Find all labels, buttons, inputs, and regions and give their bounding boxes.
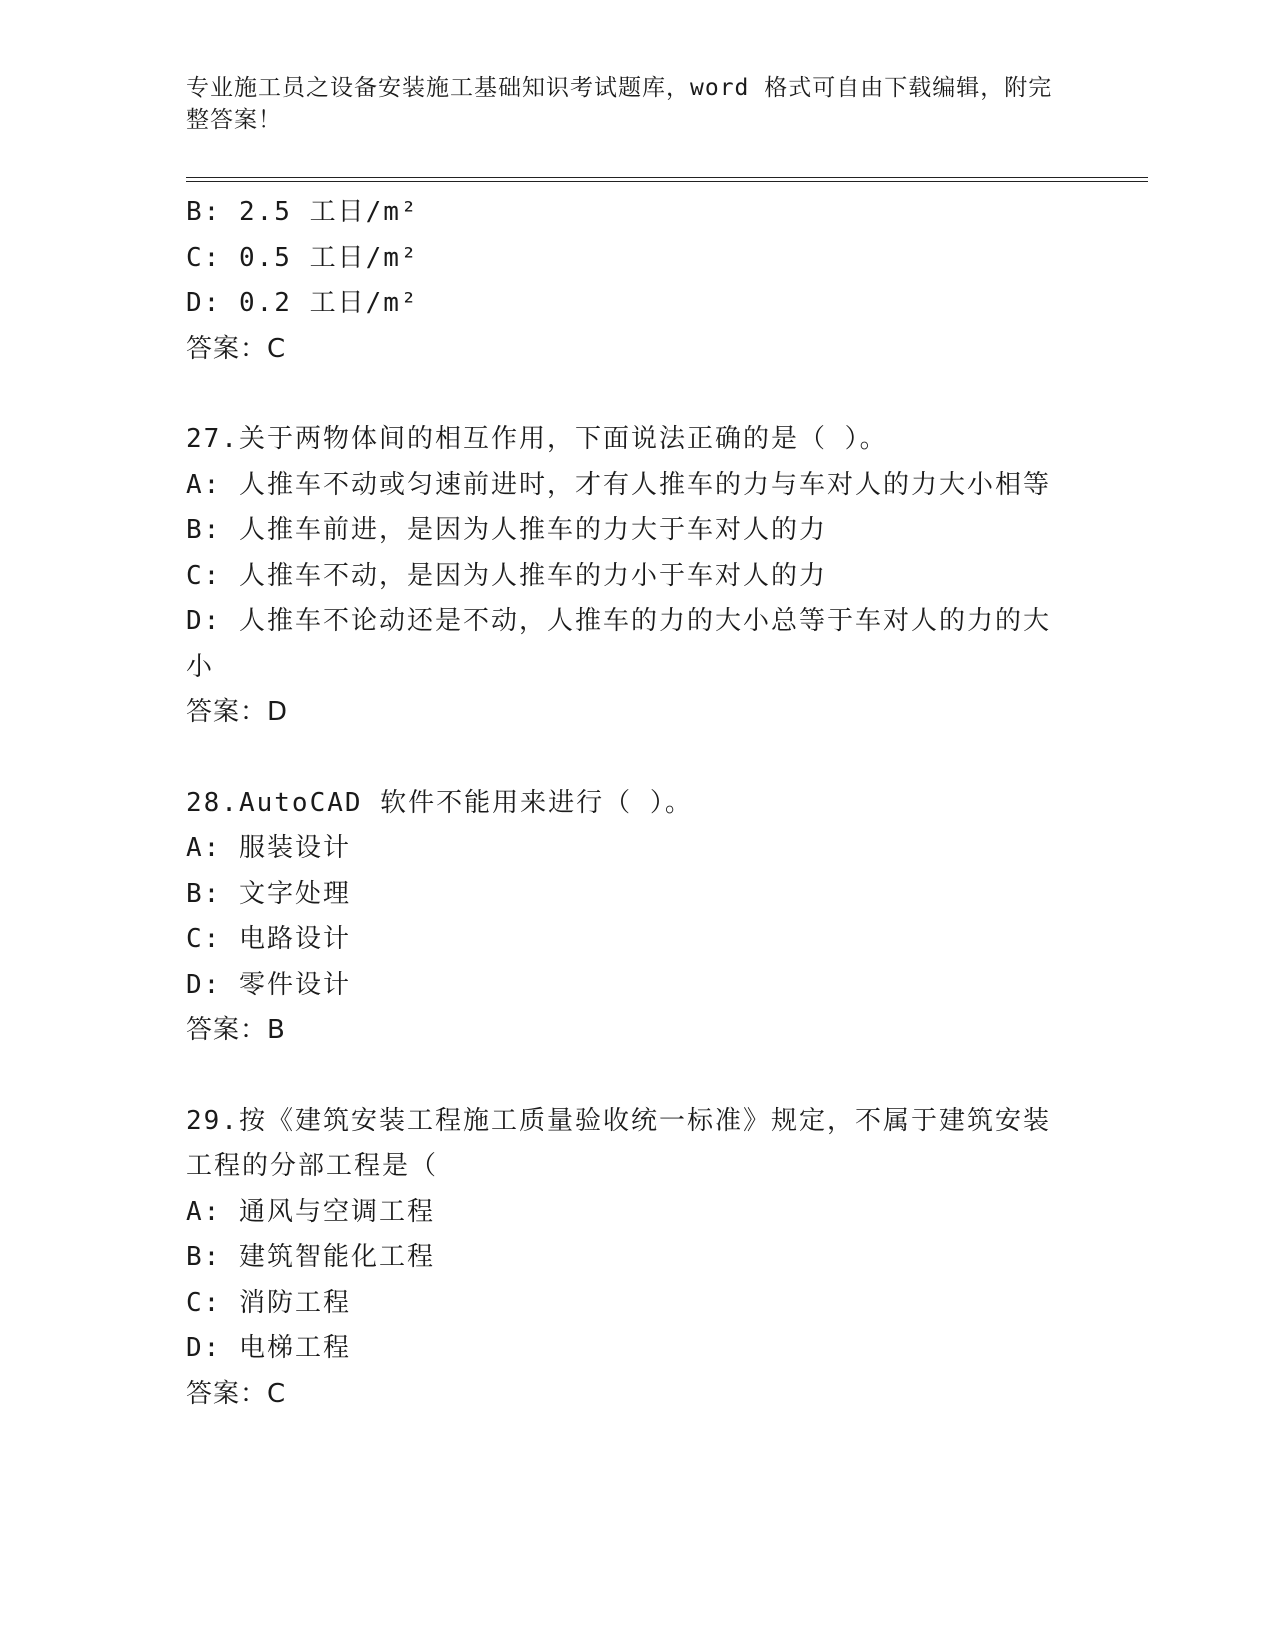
question-28: [186, 781, 1086, 1054]
option-b: B: 人推车前进，是因为人推车的力大于车对人的力: [186, 515, 827, 545]
option-d: D: 零件设计: [186, 969, 351, 1000]
option-b: B: 建筑智能化工程: [186, 1242, 435, 1272]
option-a: A: 通风与空调工程: [186, 1196, 435, 1227]
header-divider-bottom: [186, 181, 1148, 182]
question-text-line-1: 29.按《建筑安装工程施工质量验收统一标准》规定，不属于建筑安装: [186, 1105, 1051, 1136]
header-line-1: 专业施工员之设备安装施工基础知识考试题库，word 格式可自由下载编辑，附完: [186, 75, 1053, 101]
answer-line: 答案：C: [186, 1378, 287, 1409]
spacer: [186, 736, 1086, 781]
option-b: B: 文字处理: [186, 878, 351, 909]
question-29: [186, 1099, 1086, 1418]
answer-line: 答案：D: [186, 697, 289, 727]
option-d: D: 电梯工程: [186, 1333, 351, 1363]
option-a: A: 服装设计: [186, 833, 351, 863]
option-c: C: 人推车不动，是因为人推车的力小于车对人的力: [186, 560, 827, 591]
option-c: C: 消防工程: [186, 1287, 351, 1318]
question-list: [186, 190, 1086, 1417]
question-text: 27.关于两物体间的相互作用，下面说法正确的是（ ）。: [186, 424, 888, 454]
question-text-line-2: 工程的分部工程是（: [186, 1151, 439, 1181]
option-d: D: 0.2 工日/m²: [186, 288, 419, 318]
question-27: [186, 417, 1086, 736]
question-text: 28.AutoCAD 软件不能用来进行（ ）。: [186, 787, 693, 818]
answer-line: 答案：B: [186, 1015, 286, 1045]
document-header: [186, 72, 1066, 136]
spacer: [186, 372, 1086, 417]
option-d-line-2: 小: [186, 651, 215, 682]
header-divider-top: [186, 177, 1148, 178]
header-line-2: 整答案！: [186, 107, 282, 133]
option-c: C: 0.5 工日/m²: [186, 242, 419, 273]
answer-line: 答案：C: [186, 333, 287, 364]
option-d-line-1: D: 人推车不论动还是不动，人推车的力的大小总等于车对人的力的大: [186, 606, 1051, 636]
option-b: B: 2.5 工日/m²: [186, 197, 419, 227]
spacer: [186, 1054, 1086, 1099]
question-26-tail: [186, 190, 1086, 372]
option-a: A: 人推车不动或匀速前进时，才有人推车的力与车对人的力大小相等: [186, 469, 1051, 500]
option-c: C: 电路设计: [186, 924, 351, 954]
